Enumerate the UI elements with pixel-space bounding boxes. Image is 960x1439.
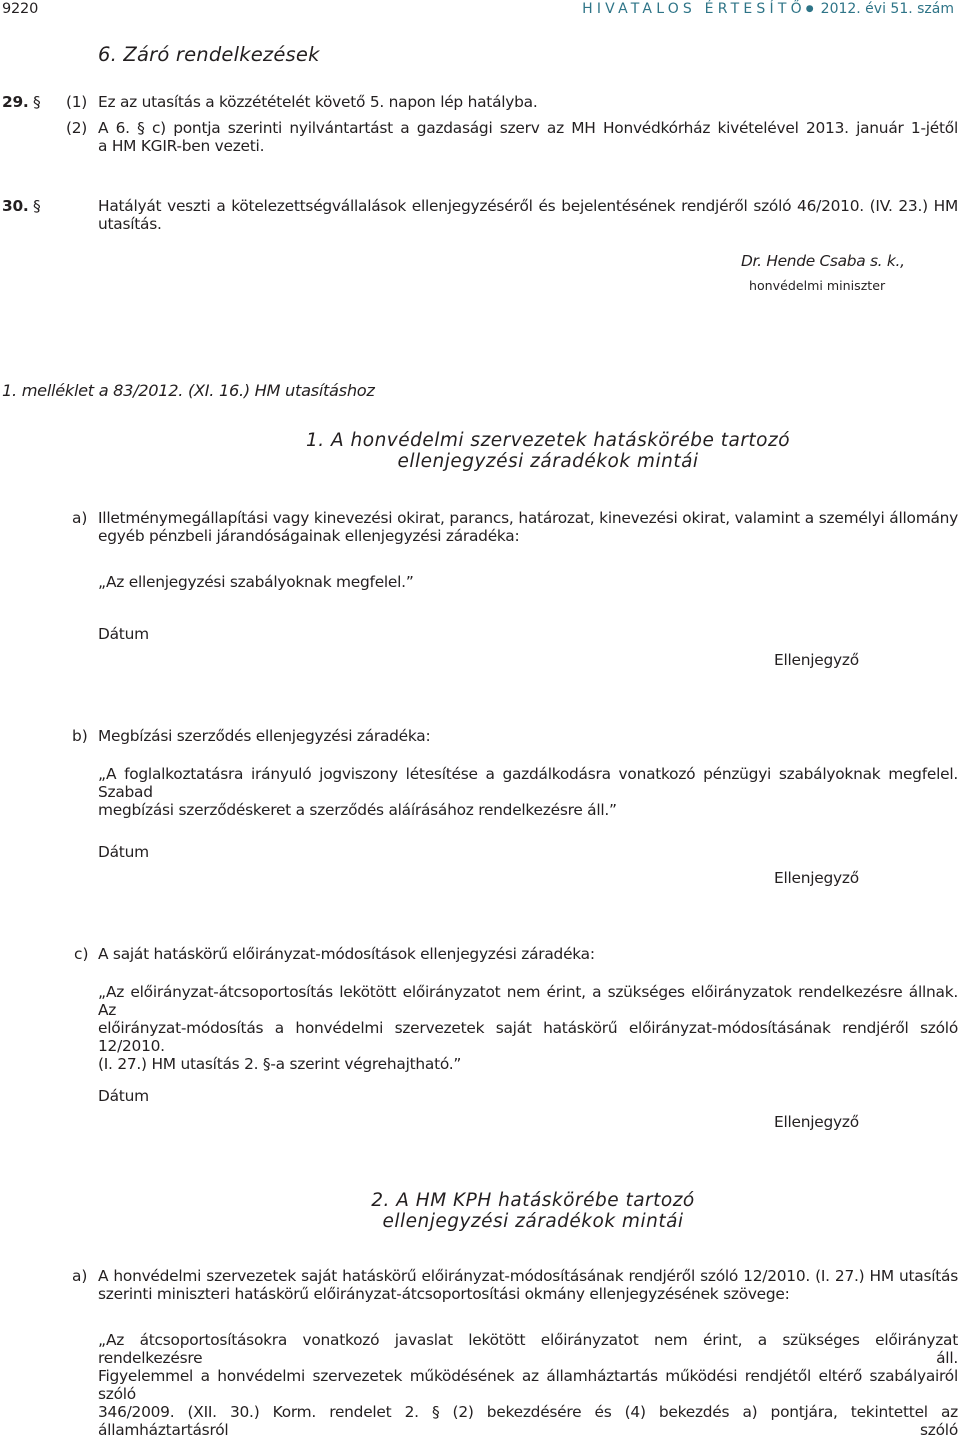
section-sign: § [33, 93, 41, 111]
part-1-heading: 1. A honvédelmi szervezetek hatáskörébe tartozó ellenjegyzési záradékok mintái [305, 430, 791, 472]
page-number: 9220 [2, 1, 39, 17]
part-1-a-text: Illetménymegállapítási vagy kinevezési okirat, parancs, határozat, kinevezési okirat, valamint a személyi állomány egyéb pénzbeli járandóságainak ellenjegyzési záradéka: [98, 509, 958, 545]
signatory-name: Dr. Hende Csaba s. k., [741, 252, 905, 270]
part-2-heading: 2. A HM KPH hatáskörébe tartozó ellenjegyzési záradékok mintái [371, 1190, 695, 1232]
section-title: 6. Záró rendelkezések [98, 43, 320, 66]
item-label: b) [72, 727, 88, 745]
part-1-a-clause: „Az ellenjegyzési szabályoknak megfelel.” [98, 573, 414, 591]
journal-name: HIVATALOS ÉRTESÍTŐ [582, 1, 806, 17]
part-1-c-text: A saját hatáskörű előirányzat-módosítások ellenjegyzési záradéka: [98, 945, 595, 963]
date-label: Dátum [98, 1087, 149, 1105]
part-1-c-clause: „Az előirányzat-átcsoportosítás lekötött előirányzatot nem érint, a szükséges előirányzatok rendelkezésre állnak. Az előirányzat-módosítás a honvédelmi szervezetek saját hatáskörű előirányzat-módosításának rendjéről szóló 12/2010. (I. 27.) HM utasítás 2. §-a szerint végrehajtható.” [98, 983, 958, 1073]
countersigner-label: Ellenjegyző [774, 1113, 859, 1131]
date-label: Dátum [98, 843, 149, 861]
running-header [582, 1, 954, 17]
para-29-item-2-text: A 6. § c) pontja szerinti nyilvántartást a gazdasági szerv az MH Honvédkórház kivételével 2013. január 1-jétől a HM KGIR-ben vezeti. [98, 119, 958, 155]
part-2-a-text: A honvédelmi szervezetek saját hatáskörű előirányzat-módosításának rendjéről szóló 12/2010. (I. 27.) HM utasítás szerinti miniszteri hatáskörű előirányzat-átcsoportosítási okmány ellenjegyzésének szövege: [98, 1267, 958, 1303]
bullet-icon: ● [805, 4, 814, 14]
signatory-title: honvédelmi miniszter [749, 278, 886, 293]
section-sign: § [33, 197, 41, 215]
para-30-number: 30. [2, 197, 29, 215]
issue-number: 2012. évi 51. szám [820, 1, 954, 17]
countersigner-label: Ellenjegyző [774, 869, 859, 887]
part-1-b-text: Megbízási szerződés ellenjegyzési záradéka: [98, 727, 431, 745]
annex-title: 1. melléklet a 83/2012. (XI. 16.) HM utasításhoz [2, 381, 375, 400]
para-30-text: Hatályát veszti a kötelezettségvállalások ellenjegyzéséről és bejelentésének rendjéről szóló 46/2010. (IV. 23.) HM utasítás. [98, 197, 958, 233]
para-29-number: 29. [2, 93, 29, 111]
part-1-b-clause: „A foglalkoztatásra irányuló jogviszony létesítése a gazdálkodásra vonatkozó pénzügyi szabályoknak megfelel. Szabad megbízási szerződéskeret a szerződés aláírásához rendelkezésre áll.” [98, 765, 958, 819]
item-label: a) [72, 1267, 88, 1285]
item-number: (2) [66, 119, 88, 137]
item-label: a) [72, 509, 88, 527]
para-29-item-1-text: Ez az utasítás a közzétételét követő 5. napon lép hatályba. [98, 93, 538, 111]
item-label: c) [74, 945, 89, 963]
date-label: Dátum [98, 625, 149, 643]
part-2-a-clause: „Az átcsoportosításokra vonatkozó javaslat lekötött előirányzatot nem érint, a szükséges előirányzat rendelkezésre áll. Figyelemmel a honvédelmi szervezetek működésének az államháztartás működési rendjétől eltérő szabályairól szóló 346/2009. (XII. 30.) Korm. rendelet 2. § (2) bekezdésére és (4) bekezdés a) pontjára, tekintettel az államháztartásról szóló [98, 1331, 958, 1439]
countersigner-label: Ellenjegyző [774, 651, 859, 669]
item-number: (1) [66, 93, 88, 111]
